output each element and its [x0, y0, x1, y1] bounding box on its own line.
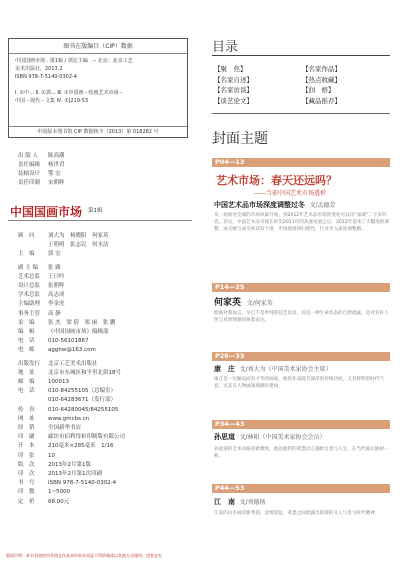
- masthead-row: [18, 461, 193, 470]
- article-body: 孙思道的艺术风格清新雅致，他以独特的笔墨语言描绘自然与人生，在当代画坛独树一帜。: [214, 447, 389, 460]
- masthead-value: 廊坊市佰利得彩印制版有限公司: [48, 434, 126, 441]
- masthead-row: [18, 273, 193, 282]
- article-body: 康庄是一位勤奋而有才华的画家，他的作品既有深厚的传统功底，又有鲜明的时代气息，尤其在人物画领域颇有建树。: [214, 377, 384, 390]
- divider: [212, 113, 390, 114]
- cip-box: [8, 38, 188, 138]
- article-title: 康 庄: [214, 365, 235, 373]
- staff-key: 装帧设计: [18, 171, 41, 177]
- masthead-value: 王曰吟: [48, 273, 65, 280]
- masthead-row: [18, 310, 193, 319]
- staff-row: [18, 161, 188, 170]
- masthead-key: 电 邮: [18, 347, 35, 354]
- masthead-key: 印 次: [18, 471, 35, 478]
- page-range-bar[interactable]: P04—13: [212, 158, 390, 167]
- masthead-value: 北京工艺美术出版社: [48, 360, 98, 367]
- masthead-row: [18, 387, 193, 396]
- masthead-key: 设计总监: [18, 283, 41, 290]
- toc-title: 目录: [212, 40, 239, 55]
- masthead-key: 主编助理: [18, 301, 41, 308]
- feature-subtitle: ——当前中国艺术市场透析: [254, 190, 327, 197]
- masthead-key: 印 张: [18, 452, 35, 459]
- article-heading: [214, 497, 265, 507]
- cip-line: Ⅰ. ①中… Ⅱ. ①郭… Ⅲ. ①中国画－绘画艺术市场－: [15, 90, 124, 96]
- staff-row: [18, 152, 188, 161]
- page-range-bar[interactable]: P34—43: [212, 420, 390, 429]
- cip-line: ISBN 978-7-5140-0302-4: [15, 74, 77, 80]
- masthead-key: 书 号: [18, 480, 35, 487]
- masthead-key: 版 次: [18, 461, 35, 468]
- masthead-row: [18, 264, 193, 273]
- article-title: 江 南: [214, 498, 235, 506]
- masthead-key: 电 话: [18, 338, 35, 345]
- cip-line: 中国国画市场 . 第1辑 / 郭宏主编 . -- 北京：北京工艺: [15, 58, 133, 64]
- masthead-value: 010-84255105（总编室）: [48, 388, 116, 395]
- masthead-key: 邮 编: [18, 379, 35, 386]
- masthead-value: 郭 宏: [48, 251, 61, 258]
- masthead-key: 开 本: [18, 443, 35, 450]
- masthead-key: 出版发行: [18, 360, 41, 367]
- masthead-row: [18, 479, 193, 488]
- staff-value: 宋朝晖: [48, 180, 65, 186]
- masthead-key: [18, 396, 48, 405]
- masthead-key: 印 刷: [18, 434, 35, 441]
- article-heading: [214, 364, 331, 374]
- masthead-row: [18, 415, 193, 424]
- masthead-row: [18, 337, 193, 346]
- masthead-row: [18, 250, 193, 259]
- masthead-row: [18, 488, 193, 497]
- toc-item[interactable]: 【润 格】: [302, 86, 335, 94]
- masthead-row: [18, 282, 193, 291]
- masthead-key: 经 销: [18, 425, 35, 432]
- masthead-row: [18, 369, 193, 378]
- staff-list: [18, 152, 188, 188]
- page-range-bar[interactable]: P44—53: [212, 484, 390, 493]
- masthead-value: 68.00元: [48, 498, 70, 505]
- masthead-value: 高 静: [48, 310, 61, 317]
- article-author: 文/孟德芳: [309, 202, 336, 209]
- article-author: 文/何家英: [246, 300, 273, 307]
- staff-key: 责任编辑: [18, 162, 41, 168]
- masthead-key: 电 话: [18, 388, 35, 395]
- cip-footer: 中国版本图书馆 CIP 数据核字（2013）第 018282 号: [9, 126, 187, 137]
- masthead-row: [18, 424, 193, 433]
- divider: [212, 55, 390, 56]
- page-range-bar[interactable]: P14—25: [212, 283, 390, 292]
- masthead-value: 210毫米×285毫米 1/16: [48, 443, 114, 450]
- masthead-key: 学术总监: [18, 292, 41, 299]
- feature-title: 艺术市场：春天还远吗？: [216, 174, 337, 187]
- masthead-key: 顾 问: [18, 233, 35, 239]
- masthead-key: [18, 241, 48, 250]
- masthead-row: [18, 300, 193, 309]
- divider: [8, 220, 192, 221]
- masthead-value: 1~5000: [48, 489, 71, 496]
- article-body: 绘画对我而言，早已不是单纯的技艺追求，而是一种生命状态的自然流露，是对美好人性与真挚情感的执着表达。: [214, 311, 389, 324]
- masthead-key: 采 编: [18, 319, 35, 326]
- article-body: 江南的山水画清新秀润，意境深远，笔墨之间流露出浓郁的文人气息与时代精神。: [214, 511, 380, 516]
- cip-title: 图书在版编目（CIP）数据: [9, 43, 187, 54]
- masthead-value: 100013: [48, 379, 69, 386]
- toc-item[interactable]: 【藏品推荐】: [302, 96, 341, 105]
- masthead-list: [18, 232, 193, 507]
- staff-value: 陈高潮: [48, 153, 65, 159]
- staff-value: 杨世君: [48, 162, 65, 168]
- staff-key: 责任印制: [18, 180, 41, 186]
- toc-list: [214, 64, 390, 106]
- cip-line: 美术出版社，2013.2: [15, 66, 63, 72]
- masthead-value: 2013年2月第1次印刷: [48, 471, 102, 478]
- masthead-key: 主 编: [18, 251, 35, 258]
- masthead-value: 010-56101867: [48, 338, 89, 345]
- article-title: 何家英: [214, 298, 242, 308]
- masthead-value: 010-64280045/84255105: [48, 406, 119, 413]
- toc-item[interactable]: 【谈艺论文】: [214, 96, 253, 105]
- masthead-row: [18, 319, 193, 328]
- masthead-key: 事务主管: [18, 310, 41, 317]
- masthead-value: 刘大为 杨晓阳 何家英: [48, 233, 109, 239]
- masthead-value: 010-64283671（发行部）: [48, 397, 116, 404]
- masthead-row: [18, 433, 193, 442]
- magazine-title: 中国国画市场: [10, 205, 83, 219]
- masthead-value: 张 路: [48, 264, 61, 271]
- article-title: 中国艺术品市场深度调整过冬: [214, 201, 305, 209]
- section-title: 封面主题: [212, 131, 268, 147]
- masthead-key: 地 址: [18, 369, 35, 376]
- masthead-value: 全国新华书店: [48, 425, 82, 432]
- article-author: 文/林阳（中国美术家协会会员）: [239, 434, 326, 441]
- masthead-key: 编 辑: [18, 329, 35, 336]
- cip-line: [15, 81, 181, 89]
- toc-item[interactable]: 【热点收藏】: [302, 75, 341, 84]
- masthead-value: ISBN 978-7-5140-0302-4: [48, 480, 117, 487]
- masthead-value: 2013年2月第1版: [48, 461, 91, 468]
- masthead-row: [18, 241, 193, 250]
- masthead-value: www.gmcbs.cn: [48, 415, 90, 422]
- article-title: 孙思道: [214, 433, 235, 441]
- staff-row: [18, 179, 188, 188]
- toc-item[interactable]: 【名家作品】: [302, 65, 341, 73]
- masthead-value: 《中国国画市场》编辑部: [48, 329, 109, 336]
- masthead-row: [18, 396, 193, 405]
- staff-key: 出 版 人: [18, 153, 38, 159]
- toc-item[interactable]: 【名家自述】: [214, 75, 253, 84]
- masthead-key: 副 主 编: [18, 264, 38, 271]
- article-body: 从一场席卷全球的市场风暴开始，到2012年艺术品市场的变化可以用“深调”二字来形容。其实，中国艺术品市场在经历2011年的高速发展之后，2012年迎来了大幅度的调整，成交额与成交率双双下滑，市场逐渐回归理性，行业步入深度调整期。: [214, 213, 389, 233]
- masthead-row: [18, 378, 193, 387]
- toc-item[interactable]: 【名家访谈】: [214, 86, 253, 94]
- masthead-row: [18, 470, 193, 479]
- staff-value: 鄂 宏: [48, 171, 61, 177]
- copyright-notice: 版权声明：本书刊登的所有图文作品未经本社同意不得转载或以其他方式使用，违者必究: [6, 553, 162, 558]
- article-heading: [214, 295, 273, 308]
- article-author: 文/刘德扬: [239, 499, 266, 506]
- masthead-value: 王明明 张志民 何水法: [48, 242, 109, 249]
- masthead-key: 印 数: [18, 489, 35, 496]
- masthead-value: 10: [48, 452, 55, 459]
- masthead-row: [18, 360, 193, 369]
- masthead-value: 北京市东城区和平里北街18号: [48, 369, 121, 376]
- article-heading: [214, 200, 335, 210]
- staff-row: [18, 170, 188, 179]
- toc-item[interactable]: 【聚 焦】: [214, 65, 247, 73]
- masthead-row: [18, 232, 193, 241]
- masthead-value: agghw@163.com: [48, 347, 96, 354]
- masthead-key: 网 址: [18, 415, 35, 422]
- masthead-row: [18, 498, 193, 507]
- article-heading: [214, 432, 325, 442]
- article-author: 文/刘大为（中国美术家协会主席）: [239, 366, 332, 373]
- masthead-row: [18, 452, 193, 461]
- masthead-row: [18, 406, 193, 415]
- masthead-key: 传 真: [18, 406, 35, 413]
- masthead-key: 艺术总监: [18, 273, 41, 280]
- masthead-row: [18, 442, 193, 451]
- masthead-value: 张朝晖: [48, 283, 65, 290]
- masthead-row: [18, 291, 193, 300]
- masthead-value: 李金虎: [48, 301, 65, 308]
- masthead-value: 高志成: [48, 292, 65, 299]
- masthead-value: 张 杰 梁 倩 郑 丽 张 鹏: [48, 319, 116, 326]
- cip-line: 中国－现代－文集 Ⅳ. ①J219-53: [15, 98, 89, 104]
- issue-number: 第1辑: [88, 208, 103, 214]
- masthead-row: [18, 346, 193, 355]
- masthead-row: [18, 328, 193, 337]
- page-range-bar[interactable]: P26—33: [212, 352, 390, 361]
- masthead-key: 定 价: [18, 498, 35, 505]
- contents-page: [200, 0, 400, 567]
